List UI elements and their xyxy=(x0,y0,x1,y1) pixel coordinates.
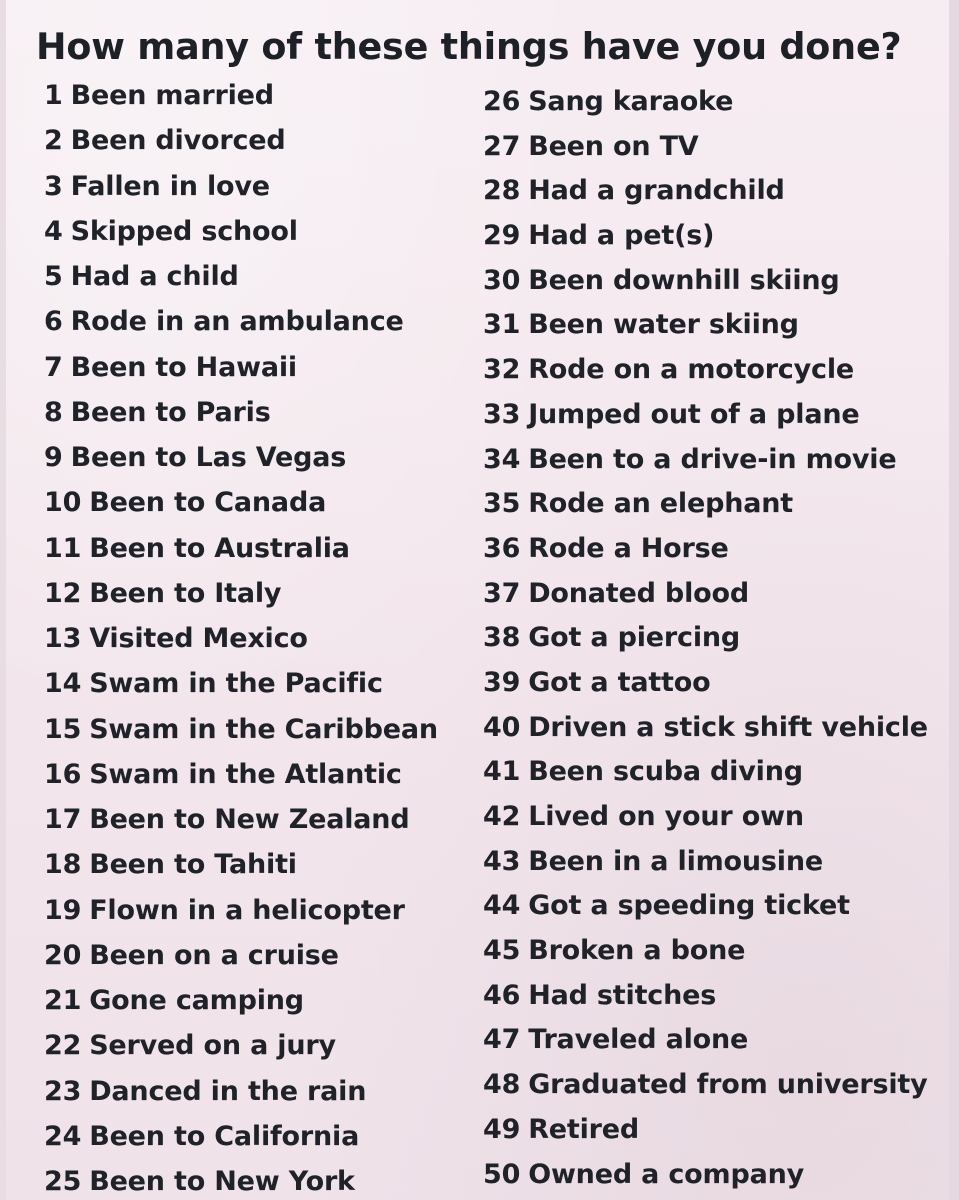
item-number: 37 xyxy=(483,577,521,609)
item-number: 26 xyxy=(483,86,521,117)
item-number: 50 xyxy=(483,1158,521,1190)
item-text: Gone camping xyxy=(89,985,304,1016)
item-text: Swam in the Caribbean xyxy=(89,713,438,745)
item-text: Been to Tahiti xyxy=(89,849,297,881)
checklist-item xyxy=(483,1063,953,1108)
checklist-item xyxy=(483,259,953,304)
item-number: 19 xyxy=(44,894,82,926)
item-number: 9 xyxy=(44,442,63,473)
item-text: Been to Paris xyxy=(70,396,271,428)
checklist-item xyxy=(483,1018,953,1063)
checklist-item xyxy=(483,80,953,125)
item-number: 11 xyxy=(44,532,82,564)
item-number: 46 xyxy=(483,979,521,1011)
item-text: Danced in the rain xyxy=(89,1075,367,1107)
item-number: 24 xyxy=(44,1120,82,1152)
checklist-item xyxy=(44,526,474,571)
checklist-item xyxy=(44,842,474,887)
item-number: 14 xyxy=(44,668,82,700)
checklist-item xyxy=(44,1114,474,1159)
item-text: Been scuba diving xyxy=(528,756,803,788)
item-number: 29 xyxy=(483,220,521,252)
item-number: 15 xyxy=(44,713,82,745)
checklist-column-right xyxy=(483,80,953,1197)
item-number: 30 xyxy=(483,264,521,296)
item-number: 8 xyxy=(44,396,63,428)
item-number: 7 xyxy=(44,351,63,383)
checklist-item xyxy=(44,73,474,118)
item-text: Been on TV xyxy=(528,130,699,162)
item-text: Been to Hawaii xyxy=(70,351,297,383)
item-number: 34 xyxy=(483,443,521,475)
checklist-item xyxy=(483,572,953,617)
item-number: 18 xyxy=(44,849,82,881)
item-text: Been divorced xyxy=(70,125,286,157)
item-number: 17 xyxy=(44,804,82,835)
checklist-item xyxy=(44,164,474,209)
checklist-column-left xyxy=(44,73,474,1200)
item-text: Served on a jury xyxy=(89,1030,336,1062)
checklist-item xyxy=(44,978,474,1023)
checklist-item xyxy=(44,752,474,797)
item-text: Had a grandchild xyxy=(528,175,785,207)
item-number: 27 xyxy=(483,130,521,162)
checklist-item xyxy=(483,661,953,706)
item-text: Been married xyxy=(70,80,274,111)
checklist-item xyxy=(44,299,474,344)
checklist-item xyxy=(44,1023,474,1068)
item-number: 16 xyxy=(44,758,82,790)
item-number: 20 xyxy=(44,939,82,971)
item-number: 43 xyxy=(483,845,521,877)
item-number: 2 xyxy=(44,125,63,157)
item-number: 38 xyxy=(483,622,521,654)
item-text: Got a tattoo xyxy=(528,666,711,698)
item-text: Retired xyxy=(528,1113,640,1145)
item-text: Had a child xyxy=(70,261,239,292)
item-text: Swam in the Atlantic xyxy=(89,758,402,790)
item-text: Fallen in love xyxy=(70,170,270,202)
checklist-item xyxy=(44,345,474,390)
item-text: Been to a drive-in movie xyxy=(528,443,897,475)
item-number: 5 xyxy=(44,261,63,292)
item-number: 41 xyxy=(483,756,521,788)
item-text: Graduated from university xyxy=(528,1069,928,1101)
checklist-item xyxy=(44,888,474,933)
item-text: Broken a bone xyxy=(528,935,746,967)
item-text: Rode on a motorcycle xyxy=(528,354,854,386)
item-text: Been to Italy xyxy=(89,577,282,609)
item-text: Got a piercing xyxy=(528,622,741,654)
item-text: Been in a limousine xyxy=(528,845,823,877)
item-text: Been on a cruise xyxy=(89,939,339,971)
checklist-item xyxy=(44,933,474,978)
item-number: 47 xyxy=(483,1024,521,1056)
item-text: Been to California xyxy=(89,1120,360,1152)
checklist-item xyxy=(483,974,953,1019)
item-text: Had a pet(s) xyxy=(528,220,715,252)
checklist-item xyxy=(483,214,953,259)
checklist-item xyxy=(44,118,474,163)
item-number: 44 xyxy=(483,890,521,922)
item-number: 31 xyxy=(483,309,521,341)
item-number: 49 xyxy=(483,1113,521,1145)
item-number: 4 xyxy=(44,215,63,247)
item-text: Rode a Horse xyxy=(528,532,729,564)
item-number: 10 xyxy=(44,487,82,519)
item-number: 42 xyxy=(483,801,521,832)
checklist-item xyxy=(483,929,953,974)
checklist-item xyxy=(483,616,953,661)
item-number: 23 xyxy=(44,1075,82,1107)
item-text: Rode an elephant xyxy=(528,488,793,520)
item-text: Been to Canada xyxy=(89,487,327,519)
checklist-item xyxy=(483,527,953,572)
item-number: 40 xyxy=(483,711,521,743)
item-number: 3 xyxy=(44,170,63,202)
item-text: Visited Mexico xyxy=(89,623,308,654)
item-text: Donated blood xyxy=(528,577,749,609)
item-number: 48 xyxy=(483,1069,521,1101)
checklist-item xyxy=(44,797,474,842)
item-number: 25 xyxy=(44,1166,82,1197)
item-text: Been to New Zealand xyxy=(89,804,410,835)
checklist-item xyxy=(44,707,474,752)
item-number: 32 xyxy=(483,354,521,386)
item-text: Got a speeding ticket xyxy=(528,890,850,922)
checklist-item xyxy=(483,348,953,393)
checklist-item xyxy=(483,438,953,483)
checklist-item xyxy=(483,1153,953,1198)
checklist-item xyxy=(483,706,953,751)
item-text: Been to Las Vegas xyxy=(70,442,347,473)
item-number: 35 xyxy=(483,488,521,520)
checklist-item xyxy=(44,209,474,254)
item-text: Been water skiing xyxy=(528,309,799,341)
item-text: Lived on your own xyxy=(528,801,804,832)
item-text: Swam in the Pacific xyxy=(89,668,383,700)
checklist-item xyxy=(483,125,953,170)
checklist-item xyxy=(44,571,474,616)
checklist-item xyxy=(483,884,953,929)
checklist-item xyxy=(44,661,474,706)
item-number: 21 xyxy=(44,985,82,1016)
item-text: Rode in an ambulance xyxy=(70,306,404,338)
item-text: Skipped school xyxy=(70,215,298,247)
checklist-item xyxy=(44,254,474,299)
item-number: 28 xyxy=(483,175,521,207)
checklist-item xyxy=(483,1108,953,1153)
checklist-item xyxy=(44,435,474,480)
checklist-item xyxy=(483,393,953,438)
item-text: Flown in a helicopter xyxy=(89,894,405,926)
page-title: How many of these things have you done? xyxy=(36,25,902,68)
checklist-item xyxy=(483,303,953,348)
item-text: Jumped out of a plane xyxy=(528,398,860,430)
checklist-item xyxy=(483,169,953,214)
item-number: 22 xyxy=(44,1030,82,1062)
checklist-item xyxy=(483,795,953,840)
item-number: 6 xyxy=(44,306,63,338)
checklist-item xyxy=(44,616,474,661)
item-text: Had stitches xyxy=(528,979,717,1011)
item-text: Been to Australia xyxy=(89,532,350,564)
item-text: Sang karaoke xyxy=(528,86,734,117)
item-text: Owned a company xyxy=(528,1158,805,1190)
checklist-item xyxy=(44,390,474,435)
item-number: 13 xyxy=(44,623,82,654)
item-number: 39 xyxy=(483,666,521,698)
checklist-item xyxy=(483,482,953,527)
item-number: 45 xyxy=(483,935,521,967)
checklist-item xyxy=(44,1069,474,1114)
item-number: 1 xyxy=(44,80,63,111)
checklist-item xyxy=(44,1159,474,1200)
item-number: 33 xyxy=(483,398,521,430)
item-number: 36 xyxy=(483,532,521,564)
checklist-item xyxy=(483,750,953,795)
item-text: Been to New York xyxy=(89,1166,355,1197)
checklist-item xyxy=(44,480,474,525)
checklist-item xyxy=(483,840,953,885)
item-text: Traveled alone xyxy=(528,1024,749,1056)
item-text: Driven a stick shift vehicle xyxy=(528,711,928,743)
item-number: 12 xyxy=(44,577,82,609)
item-text: Been downhill skiing xyxy=(528,264,840,296)
